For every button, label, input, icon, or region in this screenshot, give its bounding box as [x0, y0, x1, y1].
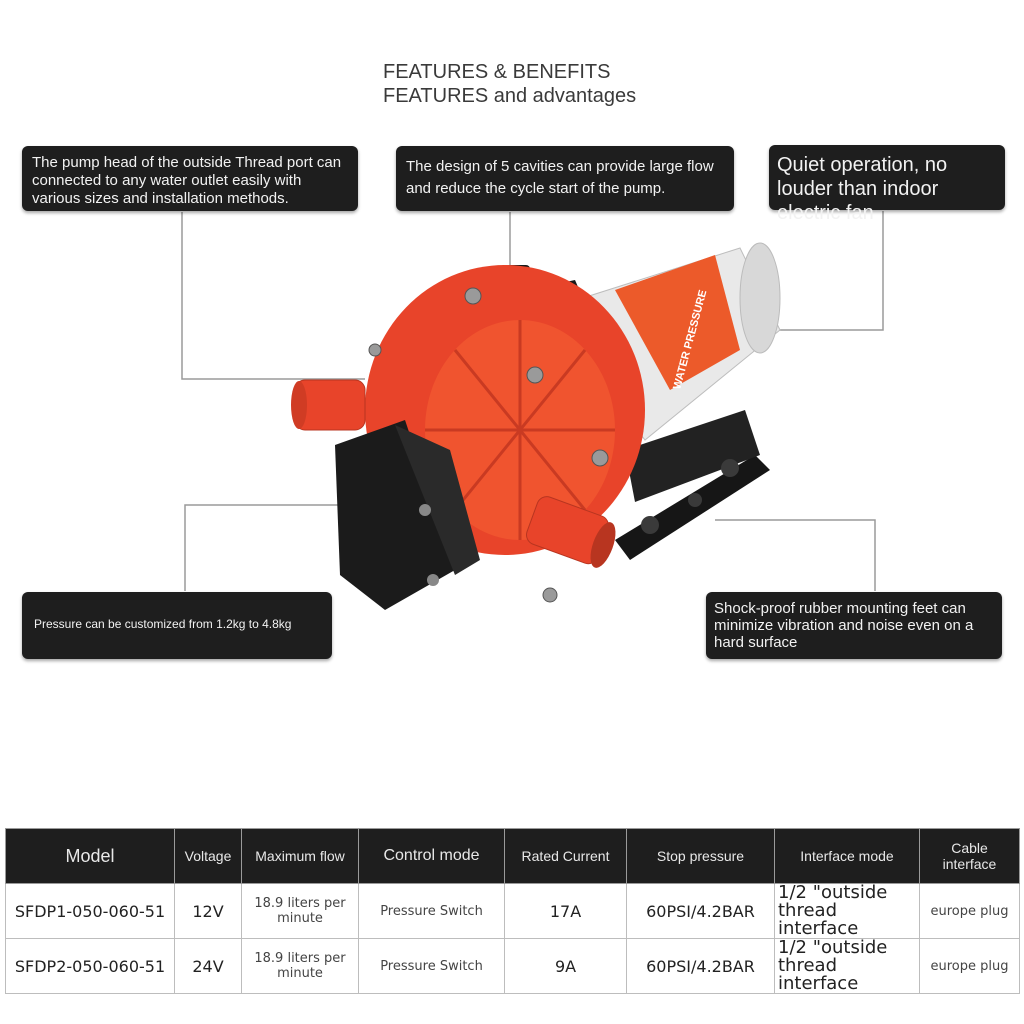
callout-pressure: Pressure can be customized from 1.2kg to 4.8kg: [22, 592, 332, 659]
cell-voltage: 12V: [175, 884, 242, 939]
specifications-table: [5, 828, 1020, 994]
header-cable-interface: Cable interface: [920, 829, 1020, 884]
water-pump-image: [285, 240, 790, 620]
header-interface-mode: Interface mode: [775, 829, 920, 884]
cell-model: SFDP1-050-060-51: [6, 884, 175, 939]
table-row: [6, 939, 1020, 994]
callout-cavities: The design of 5 cavities can provide large flow and reduce the cycle start of the pump.: [396, 146, 734, 211]
cell-cable-interface: europe plug: [920, 939, 1020, 994]
cell-control-mode: Pressure Switch: [359, 939, 505, 994]
motor-label-text: WATER PRESSURE: [671, 288, 710, 391]
heading-line-2: FEATURES and advantages: [383, 85, 637, 107]
heading-line-1: FEATURES & BENEFITS: [383, 61, 611, 83]
cell-maximum-flow: 18.9 liters per minute: [242, 939, 359, 994]
inlet-port: [291, 380, 365, 430]
header-voltage: Voltage: [175, 829, 242, 884]
cell-stop-pressure: 60PSI/4.2BAR: [627, 884, 775, 939]
cell-cable-interface: europe plug: [920, 884, 1020, 939]
cell-model: SFDP2-050-060-51: [6, 939, 175, 994]
callout-rubber-feet: Shock-proof rubber mounting feet can minimize vibration and noise even on a hard surface: [706, 592, 1002, 659]
cell-rated-current: 17A: [505, 884, 627, 939]
cell-stop-pressure: 60PSI/4.2BAR: [627, 939, 775, 994]
header-model: Model: [6, 829, 175, 884]
cell-maximum-flow: 18.9 liters per minute: [242, 884, 359, 939]
header-stop-pressure: Stop pressure: [627, 829, 775, 884]
cell-rated-current: 9A: [505, 939, 627, 994]
callout-quiet-operation: Quiet operation, no louder than indoor electric fan: [769, 145, 1005, 210]
cell-voltage: 24V: [175, 939, 242, 994]
cell-control-mode: Pressure Switch: [359, 884, 505, 939]
cell-interface-mode: 1/2 "outside thread interface: [775, 939, 920, 994]
callout-thread-port: The pump head of the outside Thread port can connected to any water outlet easily with various sizes and installation methods.: [22, 146, 358, 211]
header-control-mode: Control mode: [359, 829, 505, 884]
features-heading: [383, 60, 636, 108]
table-row: [6, 884, 1020, 939]
table-header-row: [6, 829, 1020, 884]
header-maximum-flow: Maximum flow: [242, 829, 359, 884]
header-rated-current: Rated Current: [505, 829, 627, 884]
cell-interface-mode: 1/2 "outside thread interface: [775, 884, 920, 939]
